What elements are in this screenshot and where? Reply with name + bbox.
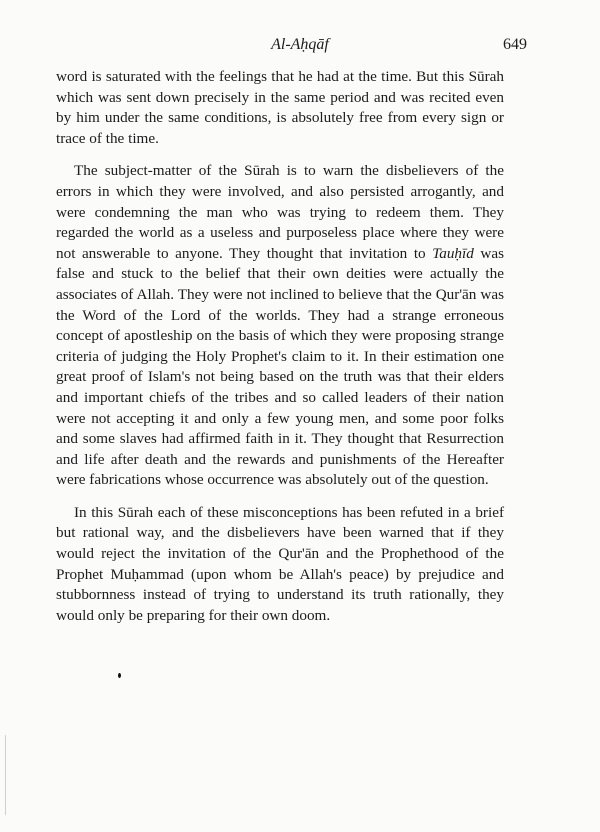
running-header-title: Al-Aḥqāf [271, 36, 329, 53]
scan-edge-mark [5, 735, 6, 815]
paragraph-1: word is saturated with the feelings that he had at the time. But this Sūrah which was sent down precisely in the same period and was recited even by him under the same conditions, is absolutely free from every sign or trace of the time. [56, 68, 504, 147]
paragraph-2 [56, 161, 504, 491]
paragraph-3: In this Sūrah each of these misconceptions has been refuted in a brief but rational way, and the disbelievers have been warned that if they would reject the invitation of the Qur'ān and the Prophethood of the Prophet Muḥammad (upon whom be Allah's peace) by prejudice and stubbornness instead of trying to understand its truth rationally, they would only be preparing for their own doom. [56, 503, 504, 624]
paragraph-2-emphasis: Tauḥīd [432, 244, 474, 262]
ink-speck [118, 673, 121, 678]
paragraph-2-part-2: was false and stuck to the belief that their own deities were actually the associates of Allah. They were not inclined to believe that the Qur'ān was the Word of the Lord of the worlds. They had a strange erroneous concept of apostleship on the basis of which they were proposing strange criteria of judging the Holy Prophet's claim to it. In their estimation one great proof of Islam's not being based on the truth was that their elders and important chiefs of the tribes and so called leaders of their nation were not accepting it and only a few young men, and some poor folks and some slaves had affirmed faith in it. They thought that Resurrection and life after death and the rewards and punishments of the Hereafter were fabrications whose occurrence was absolutely out of the question. [56, 244, 505, 489]
page-number: 649 [503, 36, 527, 53]
paragraph-2-part-1: The subject-matter of the Sūrah is to warn the disbelievers of the errors in which they were involved, and also persisted arrogantly, and were condemning the man who was trying to redeem them. They regarded the world as a useless and purposeless place where they were not answerable to anyone. They thought that invitation to [56, 162, 504, 262]
body-text [56, 67, 504, 638]
